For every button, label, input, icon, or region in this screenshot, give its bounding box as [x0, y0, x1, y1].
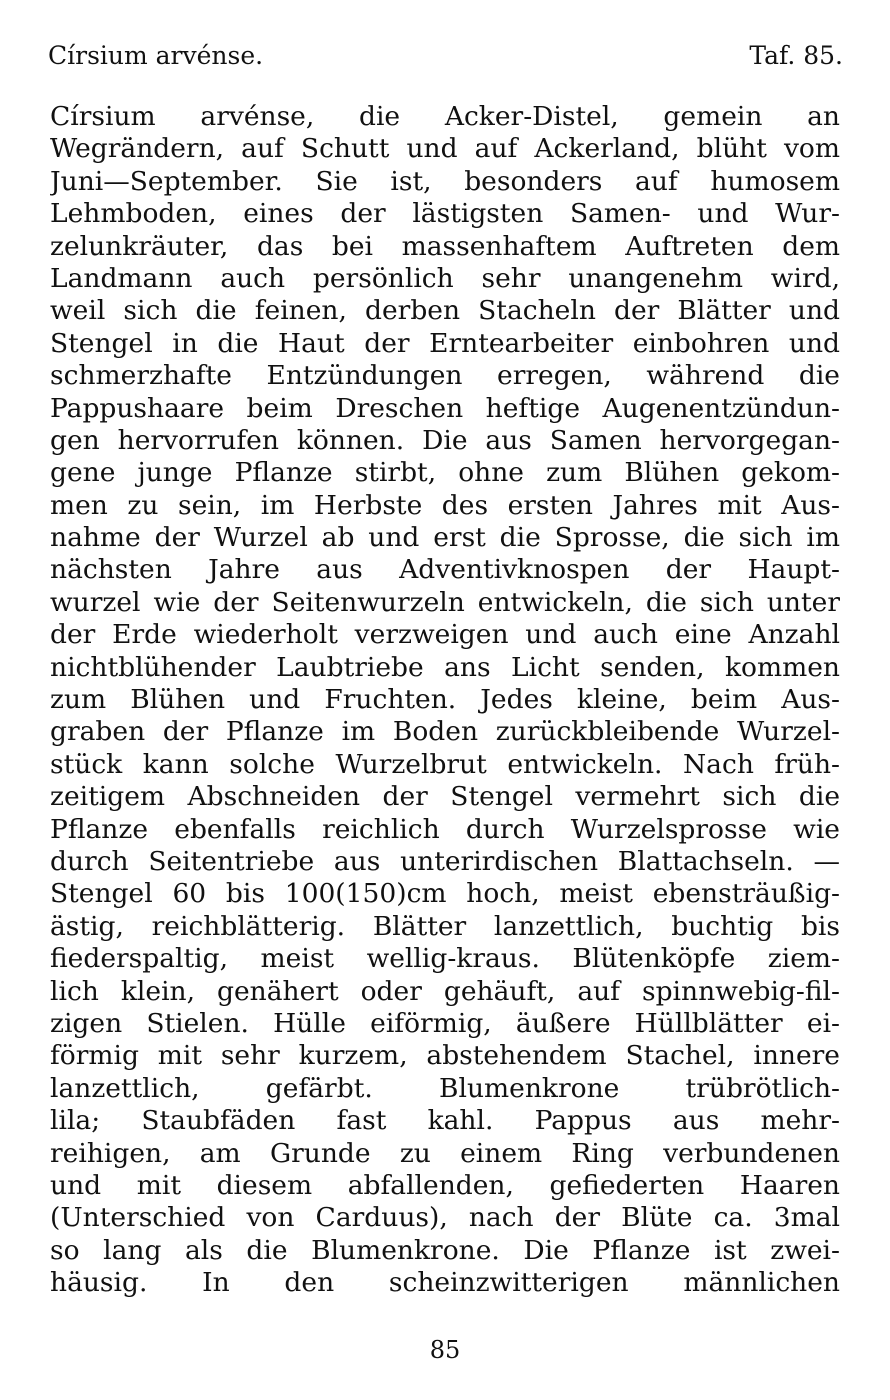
text-line: stück kann solche Wurzelbrut entwickeln. Nach früh- — [50, 748, 840, 780]
text-line: lich klein, genähert oder gehäuft, auf spinnwebig-fil- — [50, 975, 840, 1007]
text-line: Stengel 60 bis 100(150)cm hoch, meist ebensträußig- — [50, 878, 840, 910]
text-line: zelunkräuter, das bei massenhaftem Auftreten dem — [50, 230, 840, 262]
text-line: wurzel wie der Seitenwurzeln entwickeln, die sich unter — [50, 586, 840, 618]
text-line: gene junge Pflanze stirbt, ohne zum Blühen gekom- — [50, 457, 840, 489]
running-head-title: Círsium arvénse. — [48, 41, 264, 70]
text-line: und mit diesem abfallenden, gefiederten Haaren — [50, 1169, 840, 1201]
text-line: Pappushaare beim Dreschen heftige Augenentzündun- — [50, 392, 840, 424]
body-text — [50, 101, 840, 1299]
text-line: nichtblühender Laubtriebe ans Licht senden, kommen — [50, 651, 840, 683]
text-line: ästig, reichblätterig. Blätter lanzettlich, buchtig bis — [50, 910, 840, 942]
text-line: gen hervorrufen können. Die aus Samen hervorgegan- — [50, 424, 840, 456]
text-line: lanzettlich, gefärbt. Blumenkrone trübrötlich- — [50, 1072, 840, 1104]
text-line: häusig. In den scheinzwitterigen männlichen — [50, 1267, 840, 1299]
text-line: lila; Staubfäden fast kahl. Pappus aus mehr- — [50, 1105, 840, 1137]
text-line: der Erde wiederholt verzweigen und auch eine Anzahl — [50, 619, 840, 651]
text-line: Wegrändern, auf Schutt und auf Ackerland, blüht vom — [50, 133, 840, 165]
page-number: 85 — [429, 1336, 461, 1364]
text-line: fiederspaltig, meist wellig-kraus. Blütenköpfe ziem- — [50, 943, 840, 975]
text-line: förmig mit sehr kurzem, abstehendem Stachel, innere — [50, 1040, 840, 1072]
text-line: men zu sein, im Herbste des ersten Jahres mit Aus- — [50, 489, 840, 521]
text-line: weil sich die feinen, derben Stacheln der Blätter und — [50, 295, 840, 327]
text-line: graben der Pflanze im Boden zurückbleibende Wurzel- — [50, 716, 840, 748]
text-line: schmerzhafte Entzündungen erregen, während die — [50, 360, 840, 392]
text-line: (Unterschied von Carduus), nach der Blüte ca. 3mal — [50, 1202, 840, 1234]
text-line: so lang als die Blumenkrone. Die Pflanze ist zwei- — [50, 1234, 840, 1266]
text-line: nächsten Jahre aus Adventivknospen der Haupt- — [50, 554, 840, 586]
text-line: Juni—September. Sie ist, besonders auf humosem — [50, 165, 840, 197]
text-line: Círsium arvénse, die Acker-Distel, gemein an — [50, 101, 840, 132]
plate-reference: Taf. 85. — [749, 41, 843, 70]
text-line: nahme der Wurzel ab und erst die Sprosse, die sich im — [50, 522, 840, 554]
text-line: zum Blühen und Fruchten. Jedes kleine, beim Aus- — [50, 684, 840, 716]
text-line: durch Seitentriebe aus unterirdischen Blattachseln. — — [50, 845, 840, 877]
text-line: Stengel in die Haut der Erntearbeiter einbohren und — [50, 327, 840, 359]
running-head — [48, 40, 843, 72]
text-line: zigen Stielen. Hülle eiförmig, äußere Hüllblätter ei- — [50, 1007, 840, 1039]
text-line: Landmann auch persönlich sehr unangenehm wird, — [50, 262, 840, 294]
text-line: reihigen, am Grunde zu einem Ring verbundenen — [50, 1137, 840, 1169]
text-line: zeitigem Abschneiden der Stengel vermehrt sich die — [50, 781, 840, 813]
text-line: Pflanze ebenfalls reichlich durch Wurzelsprosse wie — [50, 813, 840, 845]
text-line: Lehmboden, eines der lästigsten Samen- und Wur- — [50, 198, 840, 230]
